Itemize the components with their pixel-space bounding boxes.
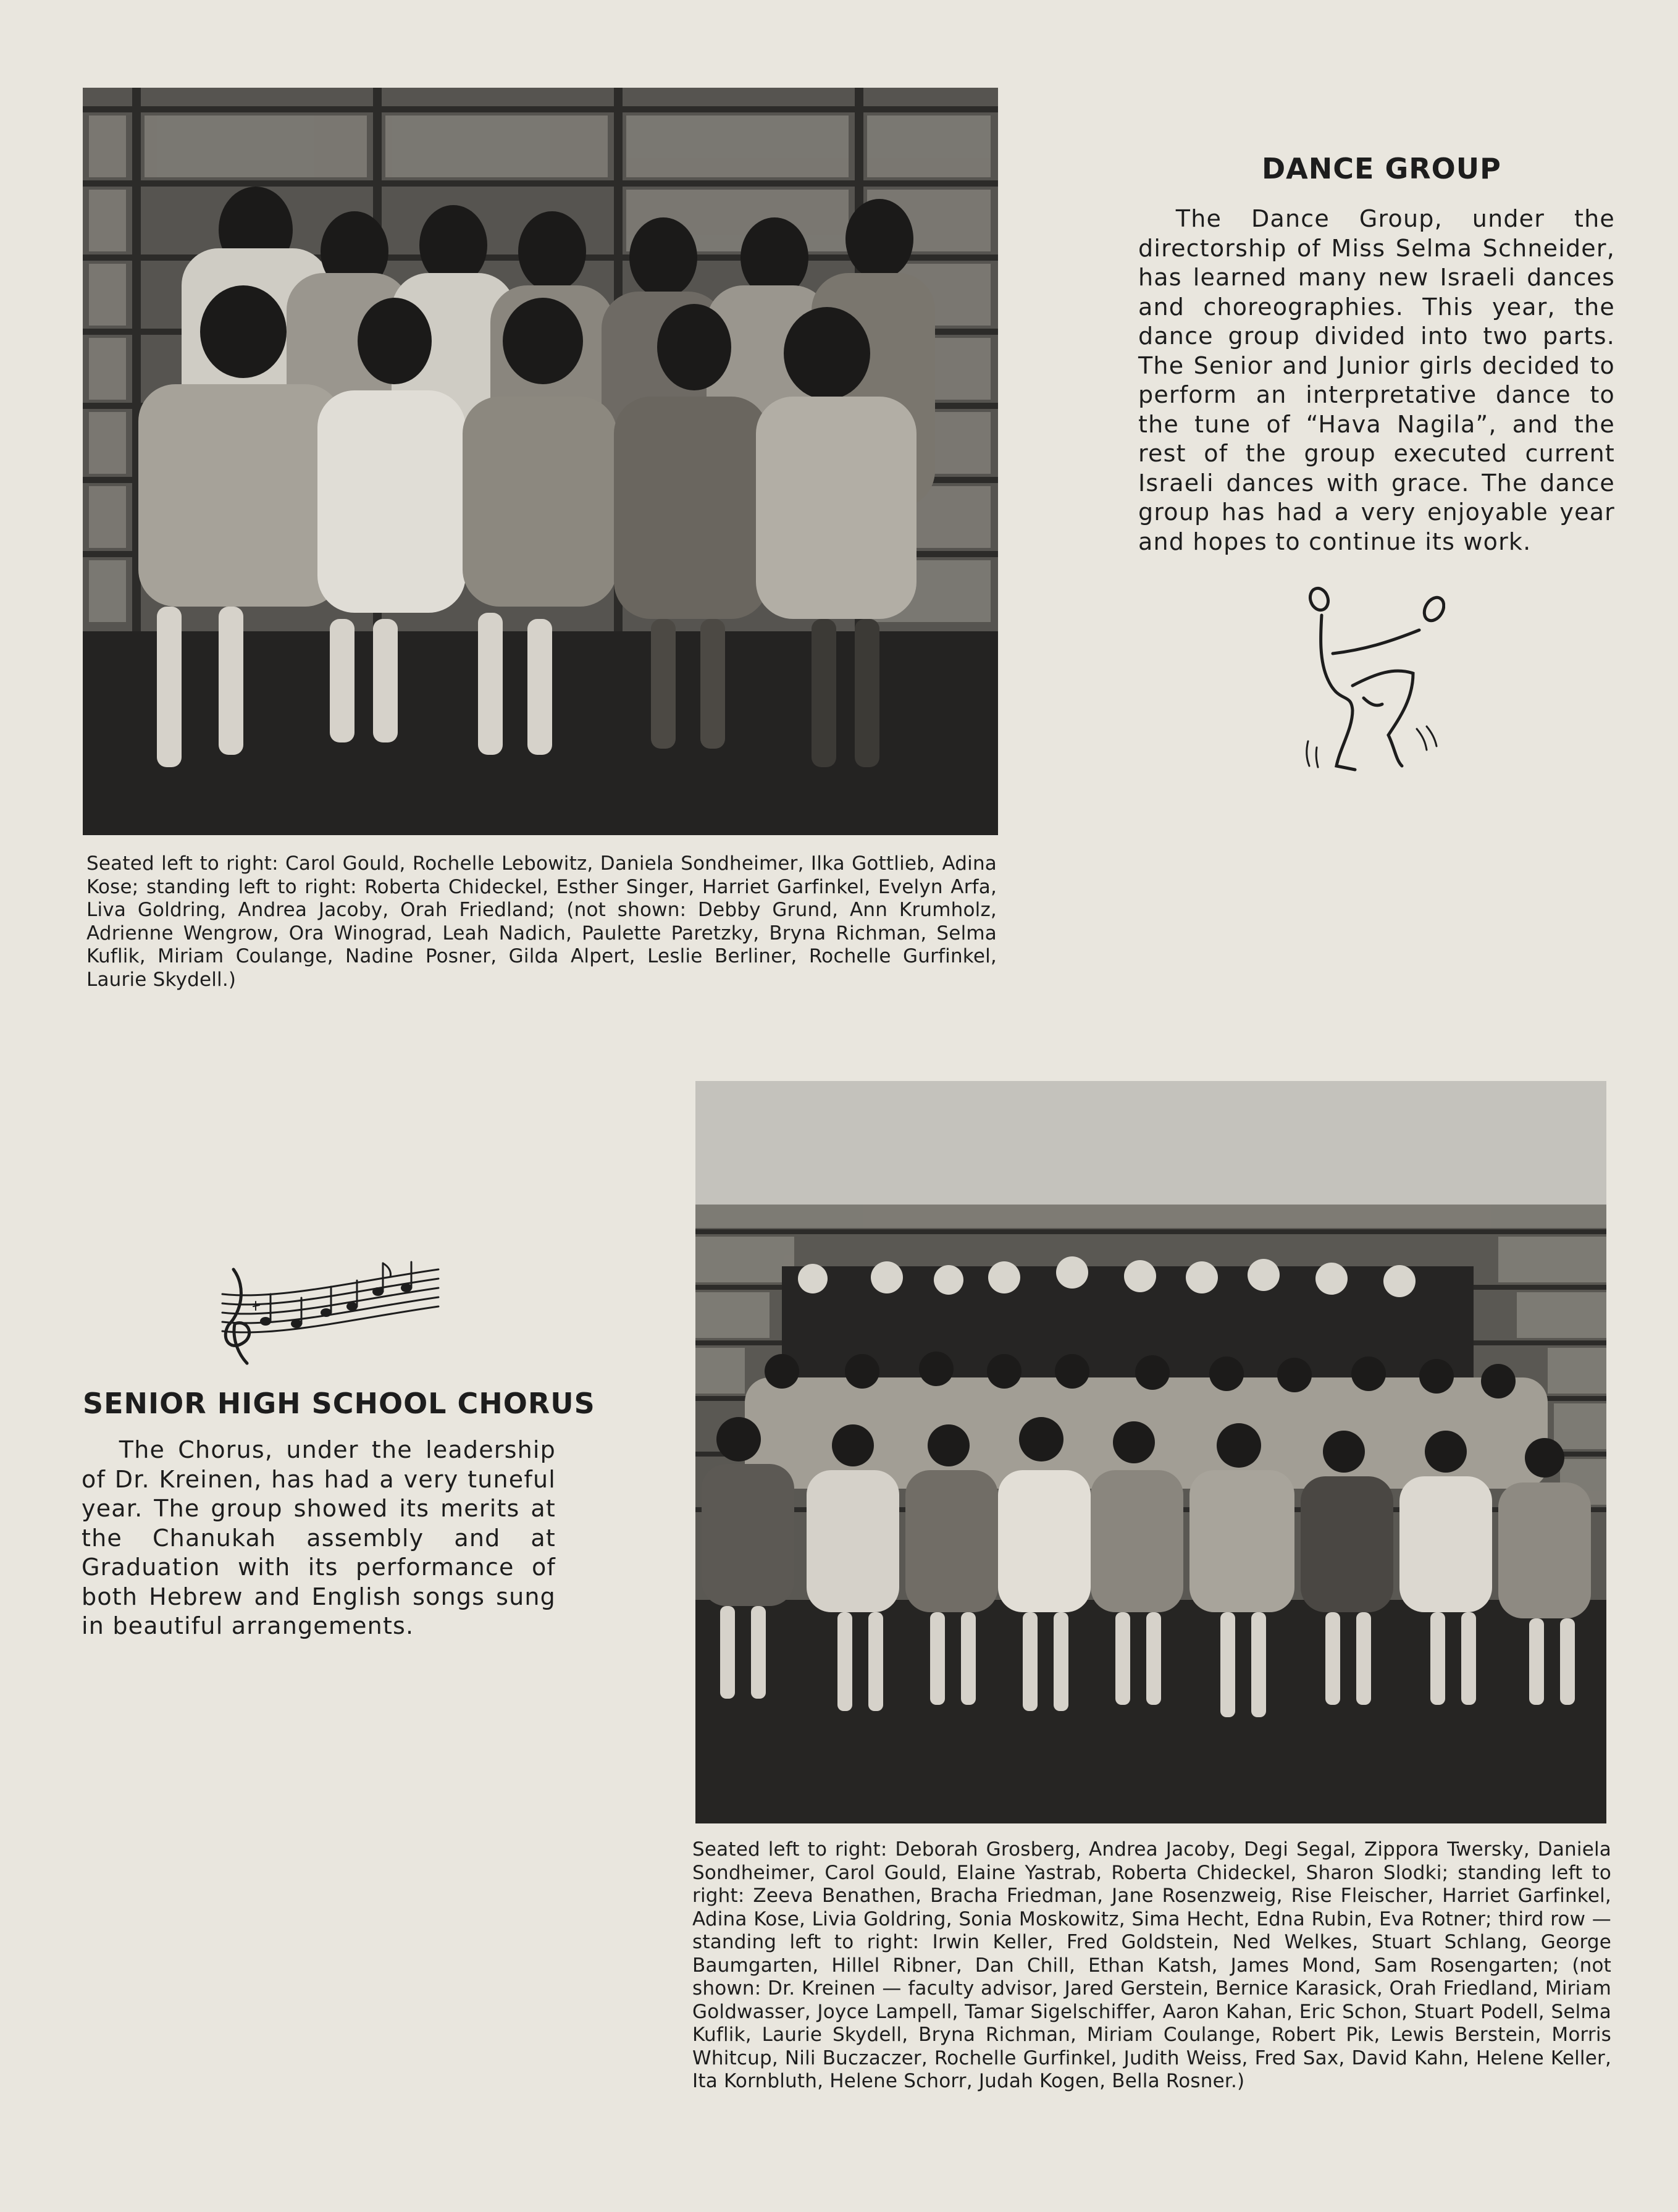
- dance-group-body: The Dance Group, under the directorship of Miss Selma Schneider, has learned many new Israeli dances and choreographies. This year, the dance group divided into two parts. The Senior and Junior girls decided to perform an interpretative dance to the tune of “Hava Nagila”, and the rest of the group executed current Israeli dances with grace. The dance group has had a very enjoyable year and hopes to continue its work.: [1138, 205, 1615, 555]
- dance-group-caption: Seated left to right: Carol Gould, Rochelle Lebowitz, Daniela Sondheimer, Ilka Gottlieb, Adina Kose; standing left to right: Roberta Chideckel, Esther Singer, Harriet Garfinkel, Evelyn Arfa, Liva Goldring, Andrea Jacoby, Orah Friedland; (not shown: Debby Grund, Ann Krumholz, Adrienne Wengrow, Ora Winograd, Leah Nadich, Paulette Paretzky, Bryna Richman, Selma Kuflik, Miriam Coulange, Nadine Posner, Gilda Alpert, Leslie Berliner, Rochelle Gurfinkel, Laurie Skydell.): [86, 852, 997, 991]
- chorus-caption: Seated left to right: Deborah Grosberg, Andrea Jacoby, Degi Segal, Zippora Twersky, Daniela Sondheimer, Carol Gould, Elaine Yastrab, Roberta Chideckel, Sharon Slodki; standing left to right: Zeeva Benathen, Bracha Friedman, Jane Rosenzweig, Rise Fleischer, Harriet Garfinkel, Adina Kose, Livia Goldring, Sonia Moskowitz, Sima Hecht, Edna Rubin, Eva Rotner; third row — standing left to right: Irwin Keller, Fred Goldstein, Ned Welkes, Stuart Schlang, George Baumgarten, Hillel Ribner, Dan Chill, Ethan Katsh, James Mond, Sam Rosengarten; (not shown: Dr. Kreinen — faculty advisor, Jared Gerstein, Bernice Karasick, Orah Friedland, Miriam Goldwasser, Joyce Lampell, Tamar Sigelschiffer, Aaron Kahan, Eric Schon, Stuart Podell, Selma Kuflik, Laurie Skydell, Bryna Richman, Miriam Coulange, Robert Pik, Lewis Berstein, Morris Whitcup, Nili Buczaczer, Rochelle Gurfinkel, Judith Weiss, Fred Sax, David Kahn, Helene Keller, Ita Kornbluth, Helene Schorr, Judah Kogen, Bella Rosner.): [692, 1838, 1611, 2092]
- chorus-photo-image: [695, 1081, 1606, 1823]
- dance-group-photo: [83, 88, 998, 835]
- dancer-drawing-icon: [1296, 581, 1445, 776]
- chorus-photo: [695, 1081, 1606, 1823]
- chorus-heading: SENIOR HIGH SCHOOL CHORUS: [83, 1387, 595, 1420]
- music-staff-drawing-icon: [204, 1245, 440, 1365]
- dance-group-heading: DANCE GROUP: [1262, 152, 1501, 185]
- dance-group-photo-image: [83, 88, 998, 835]
- chorus-body: The Chorus, under the leadership of Dr. Kreinen, has had a very tuneful year. The group showed its merits at the Chanukah assembly and at Graduation with its performance of both Hebrew and English songs sung in beautiful arrangements.: [82, 1436, 556, 1639]
